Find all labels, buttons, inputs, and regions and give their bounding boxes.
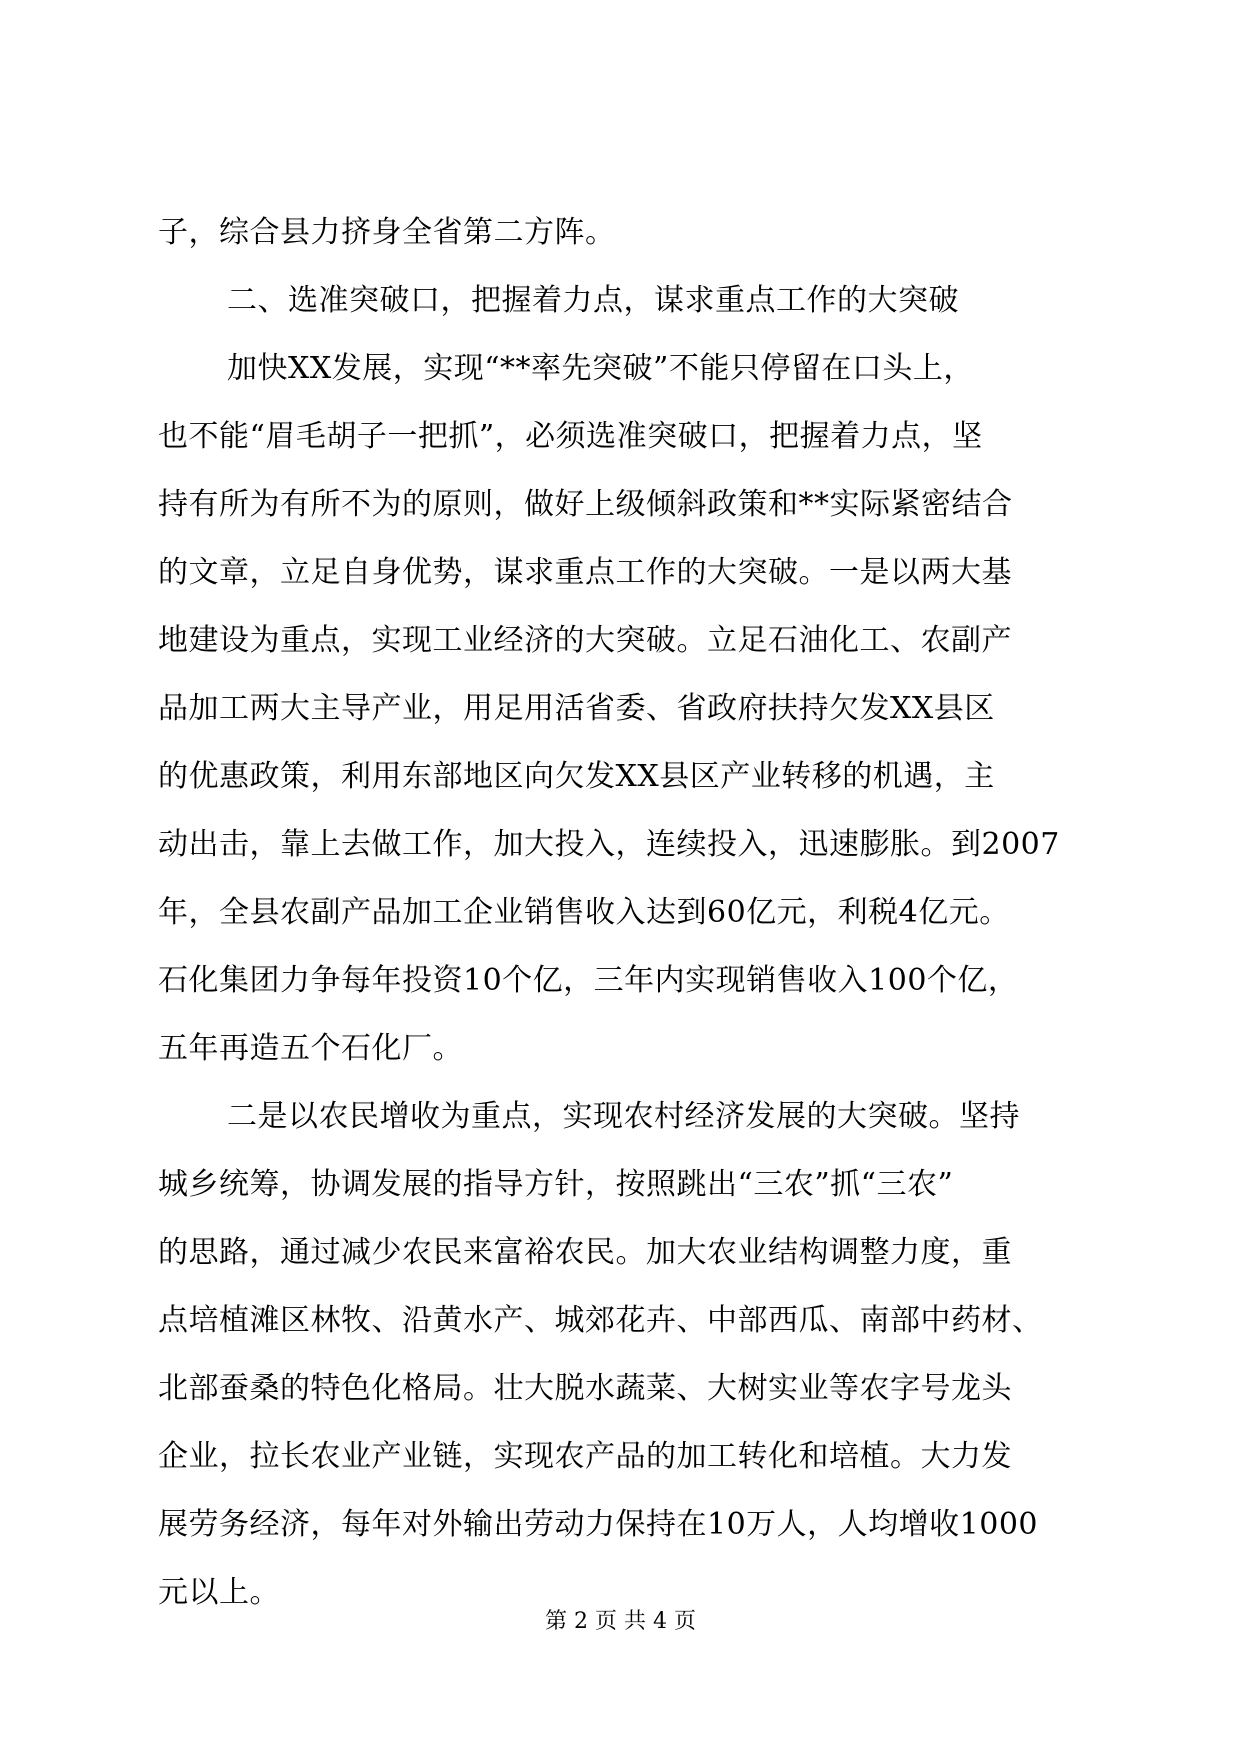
text-line: 点培植滩区林牧、沿黄水产、城郊花卉、中部西瓜、南部中药材、 <box>158 1303 1043 1338</box>
text-line: 也不能“眉毛胡子一把抓”，必须选准突破口，把握着力点，坚 <box>158 419 983 454</box>
text-line: 地建设为重点，实现工业经济的大突破。立足石油化工、农副产 <box>158 623 1012 658</box>
text-line: 二是以农民增收为重点，实现农村经济发展的大突破。坚持 <box>227 1099 1020 1134</box>
text-line: 年，全县农副产品加工企业销售收入达到60亿元，利税4亿元。 <box>158 895 1010 930</box>
text-line: 企业，拉长农业产业链，实现农产品的加工转化和培植。大力发 <box>158 1439 1012 1474</box>
section-heading: 二、选准突破口，把握着力点，谋求重点工作的大突破 <box>227 283 959 318</box>
text-line: 城乡统筹，协调发展的指导方针，按照跳出“三农”抓“三农” <box>158 1167 954 1202</box>
text-line: 的思路，通过减少农民来富裕农民。加大农业结构调整力度，重 <box>158 1235 1012 1270</box>
text-line: 的文章，立足自身优势，谋求重点工作的大突破。一是以两大基 <box>158 555 1012 590</box>
text-line: 动出击，靠上去做工作，加大投入，连续投入，迅速膨胀。到2007 <box>158 827 1060 862</box>
page-number: 第 2 页 共 4 页 <box>545 1609 696 1634</box>
text-line: 持有所为有所不为的原则，做好上级倾斜政策和**实际紧密结合 <box>158 487 1013 522</box>
text-line: 子，综合县力挤身全省第二方阵。 <box>158 215 616 250</box>
text-line: 元以上。 <box>158 1575 280 1610</box>
text-line: 加快XX发展，实现“**率先突破”不能只停留在口头上， <box>227 351 974 386</box>
text-line: 品加工两大主导产业，用足用活省委、省政府扶持欠发XX县区 <box>158 691 995 726</box>
text-line: 北部蚕桑的特色化格局。壮大脱水蔬菜、大树实业等农字号龙头 <box>158 1371 1012 1406</box>
text-line: 展劳务经济，每年对外输出劳动力保持在10万人，人均增收1000 <box>158 1507 1039 1542</box>
text-line: 石化集团力争每年投资10个亿，三年内实现销售收入100个亿， <box>158 963 1019 998</box>
text-line: 五年再造五个石化厂。 <box>158 1031 463 1066</box>
text-line: 的优惠政策，利用东部地区向欠发XX县区产业转移的机遇，主 <box>158 759 995 794</box>
